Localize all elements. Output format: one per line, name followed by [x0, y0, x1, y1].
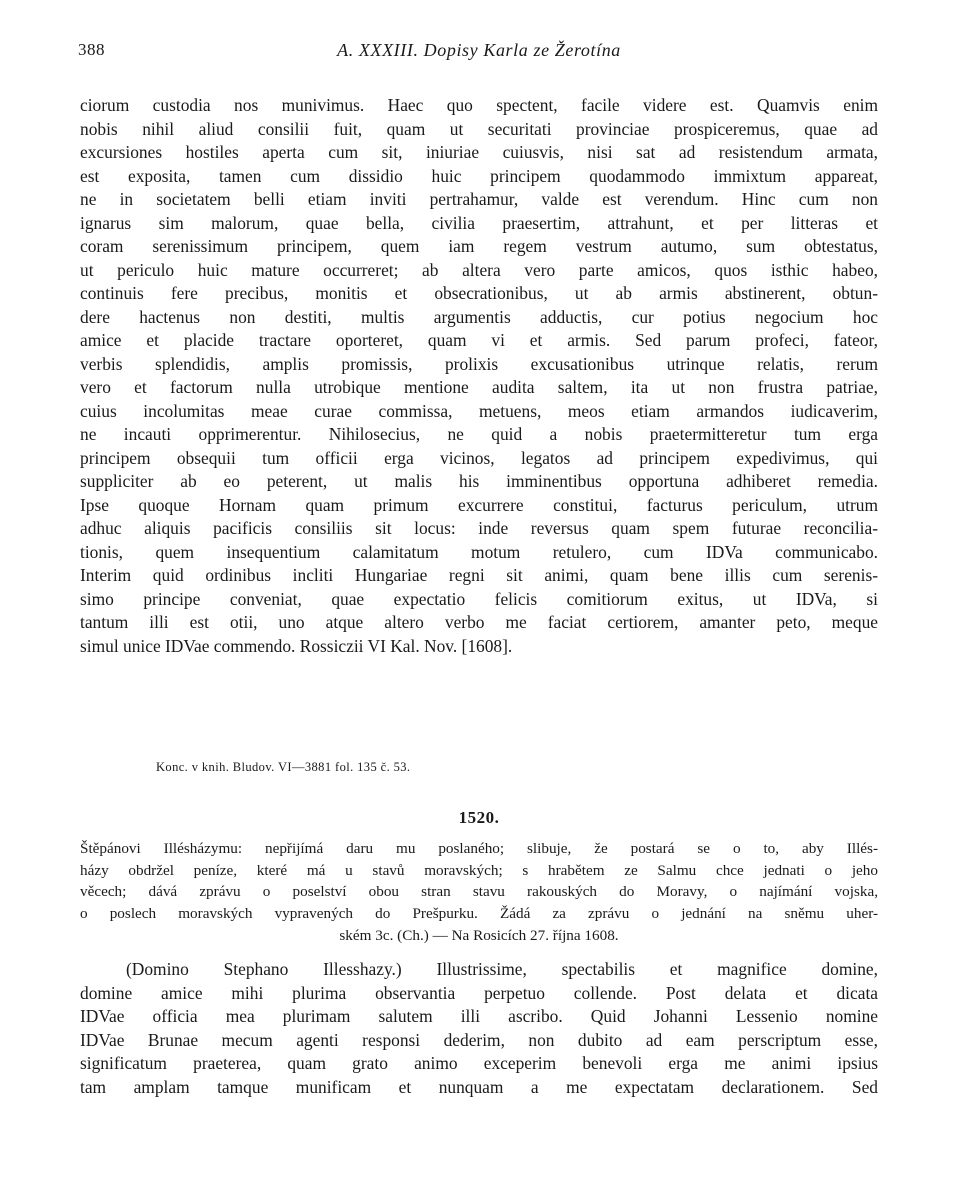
regest-line: o poslech moravských vypravených do Prešpurku. Žádá za zprávu o jednání na sněmu uher- — [80, 905, 878, 923]
page-header — [80, 40, 878, 66]
text-line: (Domino Stephano Illesshazy.) Illustrissime, spectabilis et magnifice domine, — [126, 959, 878, 979]
running-title: A. XXXIII. Dopisy Karla ze Žerotína — [337, 40, 621, 60]
regest-line: házy obdržel peníze, které má u stavů moravských; s hrabětem ze Salmu chce jednati o jeho — [80, 861, 878, 879]
text-line: simul unice IDVae commendo. Rossiczii VI Kal. Nov. [1608]. — [80, 635, 513, 656]
text-line: excursiones hostiles aperta cum sit, iniuriae cuiusvis, nisi sat ad resistendum armata, — [80, 142, 878, 162]
text-line: Ipse quoque Hornam quam primum excurrere constitui, facturus periculum, utrum — [80, 494, 878, 515]
text-line: tantum illi est otii, uno atque altero verbo me faciat certiorem, amanter peto, meque — [80, 612, 878, 632]
text-line: dere hactenus non destiti, multis argumentis adductis, cur potius negocium hoc — [80, 306, 878, 327]
page-number: 388 — [78, 40, 105, 59]
text-line: adhuc aliquis pacificis consiliis sit locus: inde reversus quam spem futurae reconcilia- — [80, 518, 878, 538]
text-line: tionis, quem insequentium calamitatum motum retulero, cum IDVa communicabo. — [80, 541, 878, 562]
document-number: 1520. — [458, 808, 500, 827]
text-line: amice et placide tractare oporteret, quam vi et armis. Sed parum profeci, fateor, — [80, 330, 878, 350]
text-line: ciorum custodia nos munivimus. Haec quo spectent, facile videre est. Quamvis enim — [80, 95, 878, 115]
text-line: IDVae officia mea plurimam salutem illi ascribo. Quid Johanni Lessenio nomine — [80, 1006, 878, 1026]
text-line: IDVae Brunae mecum agenti responsi dederim, non dubito ad eam perscriptum esse, — [80, 1029, 878, 1050]
text-line: ne incauti opprimerentur. Nihilosecius, ne quid a nobis praetermitteretur tum erga — [80, 424, 878, 444]
regest-line: věcech; dává zprávu o poselství obou stran stavu rakouských do Moravy, o najímání vojska, — [80, 883, 878, 901]
text-line: continuis fere precibus, monitis et obsecrationibus, ut ab armis abstinerent, obtun- — [80, 283, 878, 303]
letter-continuation — [80, 94, 878, 658]
text-line: simo principe conveniat, quae expectatio felicis comitiorum exitus, ut IDVa, si — [80, 588, 878, 609]
text-line: vero et factorum nulla utrobique mentione audita saltem, ita ut non frustra patriae, — [80, 377, 878, 397]
text-line: suppliciter ab eo peterent, ut malis his imminentibus opportuna adhiberet remedia. — [80, 471, 878, 491]
text-line: ignarus sim malorum, quae bella, civilia praesertim, attrahunt, et per litteras et — [80, 212, 878, 233]
text-line: verbis splendidis, amplis promissis, prolixis excusationibus utrinque relatis, rerum — [80, 353, 878, 374]
letter-start — [80, 958, 878, 1099]
text-line: nobis nihil aliud consilii fuit, quam ut securitati provinciae prospiceremus, quae ad — [80, 118, 878, 139]
text-line: Interim quid ordinibus incliti Hungariae regni sit animi, quam bene illis cum serenis- — [80, 565, 878, 585]
regest-line: ském 3c. (Ch.) — Na Rosicích 27. října 1608. — [339, 926, 619, 944]
regest-line: Štěpánovi Illésházymu: nepřijímá daru mu poslaného; slibuje, že postará se o to, aby Illés- — [80, 840, 878, 857]
text-line: cuius incolumitas meae curae commissa, metuens, meos etiam armandos iudicaverim, — [80, 400, 878, 421]
text-line: significatum praeterea, quam grato animo exceperim benevoli erga me animi ipsius — [80, 1053, 878, 1073]
text-line: domine amice mihi plurima observantia perpetuo collende. Post delata et dicata — [80, 982, 878, 1003]
text-line: ut periculo huic mature occurreret; ab altera vero parte amicos, quos isthic habeo, — [80, 259, 878, 280]
text-line: coram serenissimum principem, quem iam regem vestrum autumo, sum obtestatus, — [80, 236, 878, 256]
text-line: est exposita, tamen cum dissidio huic principem quodammodo immixtum appareat, — [80, 165, 878, 186]
source-note: Konc. v knih. Bludov. VI—3881 fol. 135 č. 53. — [156, 760, 411, 774]
text-line: tam amplam tamque munificam et nunquam a me expectatam declarationem. Sed — [80, 1076, 878, 1097]
text-line: ne in societatem belli etiam inviti pertrahamur, valde est verendum. Hinc cum non — [80, 189, 878, 209]
text-line: principem obsequii tum officii erga vicinos, legatos ad principem expedivimus, qui — [80, 447, 878, 468]
regest — [80, 838, 878, 946]
